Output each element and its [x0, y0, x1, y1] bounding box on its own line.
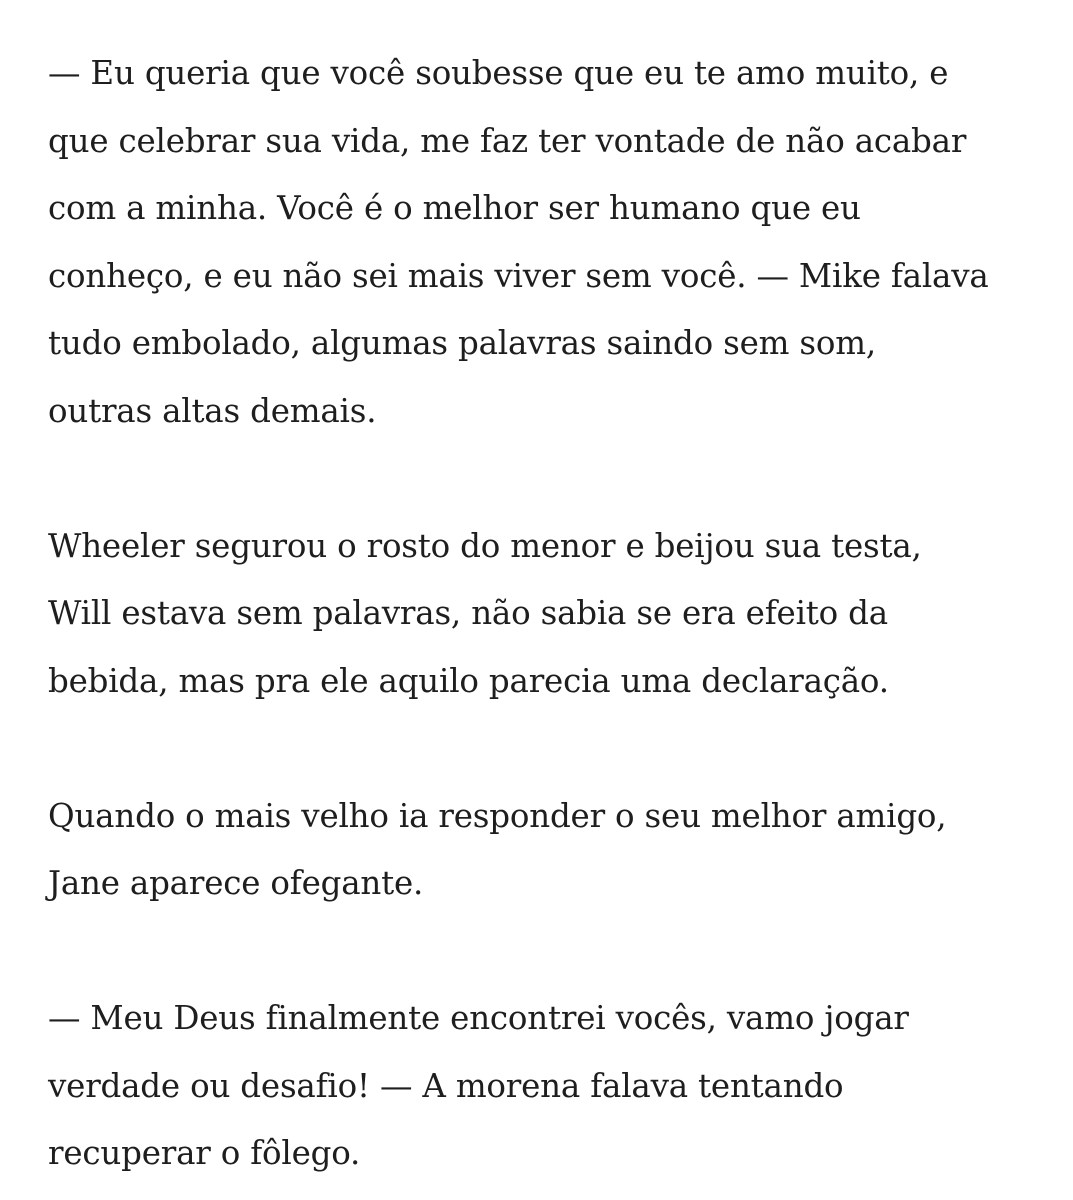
text-line: Wheeler segurou o rosto do menor e beijou sua testa, — [48, 526, 922, 565]
text-line: outras altas demais. — [48, 391, 377, 430]
text-line: Will estava sem palavras, não sabia se era efeito da — [48, 594, 888, 632]
text-line: — Meu Deus finalmente encontrei vocês, vamo jogar — [48, 999, 909, 1037]
text-line: — Eu queria que você soubesse que eu te amo muito, e — [48, 54, 949, 92]
paragraph-spacer — [48, 918, 1058, 986]
text-line: conheço, e eu não sei mais viver sem você. — Mike falava — [48, 256, 989, 295]
text-line: bebida, mas pra ele aquilo parecia uma declaração. — [48, 661, 889, 700]
text-line: que celebrar sua vida, me faz ter vontade de não acabar — [48, 121, 967, 160]
text-line: Quando o mais velho ia responder o seu melhor amigo, — [48, 796, 947, 835]
paragraph-spacer — [48, 445, 1058, 513]
paragraph-2 — [48, 513, 1058, 716]
text-line: com a minha. Você é o melhor ser humano que eu — [48, 189, 861, 227]
text-line: tudo embolado, algumas palavras saindo sem som, — [48, 324, 876, 362]
paragraph-4 — [48, 985, 1058, 1188]
story-text — [48, 40, 1058, 1188]
paragraph-1 — [48, 40, 1058, 445]
paragraph-3 — [48, 783, 1058, 918]
text-line: recuperar o fôlego. — [48, 1134, 361, 1172]
text-line: verdade ou desafio! — A morena falava tentando — [48, 1066, 844, 1105]
paragraph-spacer — [48, 715, 1058, 783]
text-line: Jane aparece ofegante. — [48, 864, 424, 902]
